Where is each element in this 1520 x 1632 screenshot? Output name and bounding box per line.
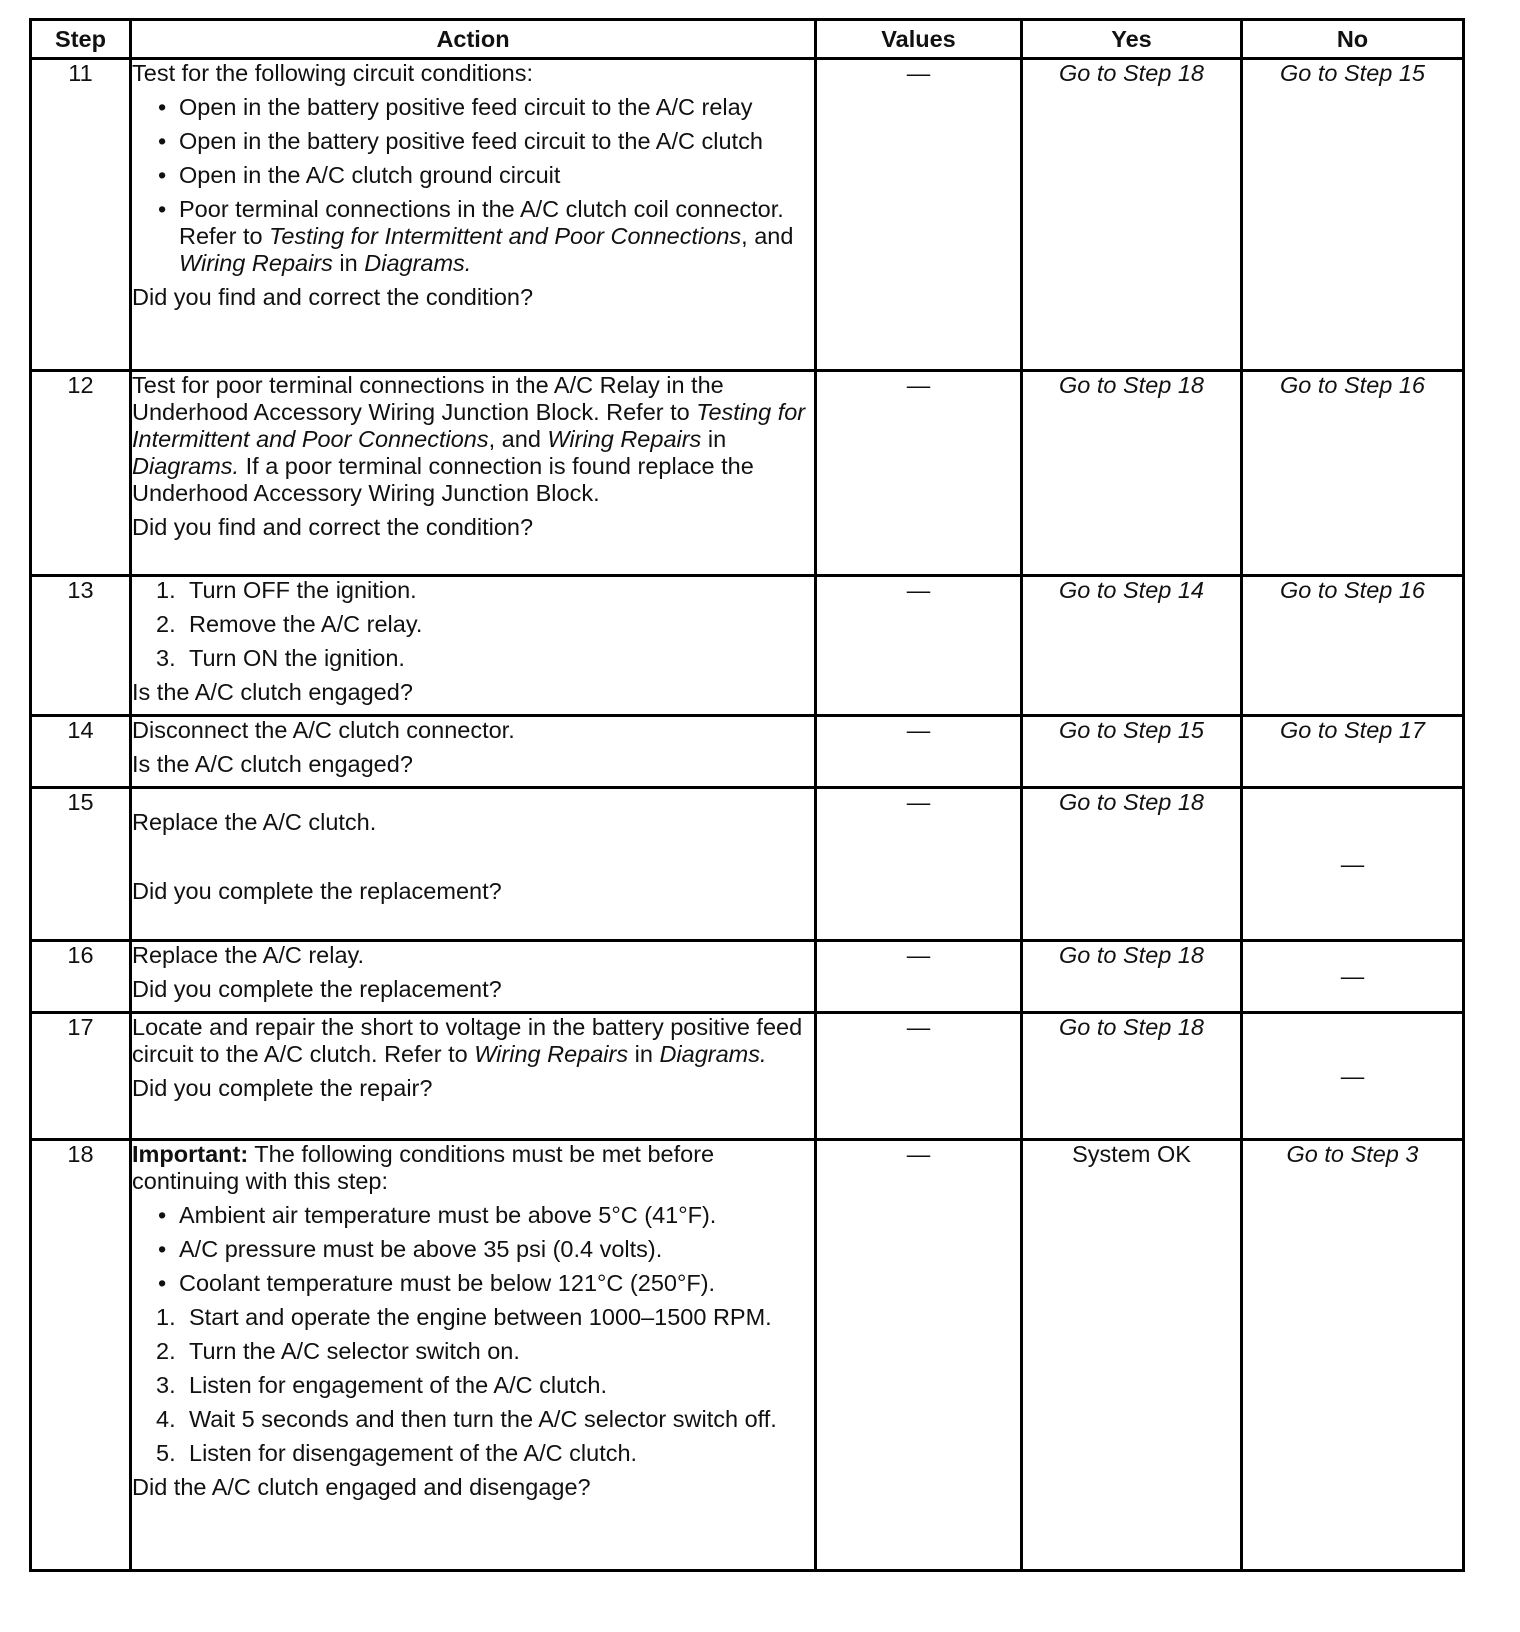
- list-item: 2. Remove the A/C relay.: [156, 611, 423, 637]
- step-number: 16: [31, 941, 131, 1013]
- step-number: 12: [31, 371, 131, 576]
- header-values: Values: [816, 20, 1022, 59]
- values-cell: —: [816, 941, 1022, 1013]
- yes-cell: Go to Step 18: [1022, 371, 1242, 576]
- no-cell: —: [1242, 1013, 1464, 1140]
- no-cell: Go to Step 16: [1242, 576, 1464, 716]
- step-number: 14: [31, 716, 131, 788]
- table-row-step-13: [31, 576, 1464, 716]
- action-text: Disconnect the A/C clutch connector.: [132, 717, 515, 743]
- values-cell: —: [816, 716, 1022, 788]
- action-question: Did you find and correct the condition?: [132, 284, 534, 310]
- list-item: 4. Wait 5 seconds and then turn the A/C selector switch off.: [156, 1406, 777, 1432]
- values-cell: —: [816, 1013, 1022, 1140]
- header-action: Action: [131, 20, 816, 59]
- list-item: • Open in the A/C clutch ground circuit: [132, 162, 814, 189]
- values-cell: —: [816, 59, 1022, 371]
- step-number: 11: [31, 59, 131, 371]
- step-number: 18: [31, 1140, 131, 1571]
- list-item: • Poor terminal connections in the A/C clutch coil connector. Refer to Testing for Intermittent and Poor Connections, and Wiring Repairs in Diagrams.: [132, 196, 814, 277]
- table-row-step-12: [31, 371, 1464, 576]
- diagnostic-table: [29, 18, 1465, 1572]
- values-cell: —: [816, 576, 1022, 716]
- table-row-step-15: [31, 788, 1464, 941]
- action-text: Replace the A/C relay.: [132, 942, 365, 968]
- important-note: Important: The following conditions must be met before continuing with this step:: [132, 1141, 715, 1194]
- list-item: • Open in the battery positive feed circuit to the A/C relay: [132, 94, 814, 121]
- action-cell: [131, 788, 816, 941]
- list-item: 3. Turn ON the ignition.: [156, 645, 405, 671]
- no-cell: Go to Step 3: [1242, 1140, 1464, 1571]
- yes-cell: Go to Step 18: [1022, 1013, 1242, 1140]
- yes-cell: Go to Step 18: [1022, 59, 1242, 371]
- step-number: 17: [31, 1013, 131, 1140]
- list-item: 5. Listen for disengagement of the A/C clutch.: [156, 1440, 638, 1466]
- no-cell: —: [1242, 941, 1464, 1013]
- action-cell: [131, 716, 816, 788]
- yes-cell: Go to Step 15: [1022, 716, 1242, 788]
- action-question: Did you complete the replacement?: [132, 976, 502, 1002]
- action-cell: [131, 1013, 816, 1140]
- list-item: 2. Turn the A/C selector switch on.: [156, 1338, 520, 1364]
- procedure-list: [132, 1304, 814, 1467]
- action-text: Replace the A/C clutch.: [132, 809, 377, 835]
- table-row-step-11: [31, 59, 1464, 371]
- list-item: • A/C pressure must be above 35 psi (0.4 volts).: [132, 1236, 814, 1263]
- list-item: • Ambient air temperature must be above 5°C (41°F).: [132, 1202, 814, 1229]
- table-row-step-17: [31, 1013, 1464, 1140]
- action-intro: Test for the following circuit conditions:: [132, 60, 533, 86]
- list-item: 3. Listen for engagement of the A/C clutch.: [156, 1372, 608, 1398]
- yes-cell: Go to Step 18: [1022, 788, 1242, 941]
- yes-cell: Go to Step 14: [1022, 576, 1242, 716]
- table-row-step-16: [31, 941, 1464, 1013]
- condition-list: [132, 94, 814, 277]
- important-label: Important:: [132, 1141, 249, 1167]
- no-cell: Go to Step 16: [1242, 371, 1464, 576]
- yes-cell: Go to Step 18: [1022, 941, 1242, 1013]
- list-item: 1. Start and operate the engine between 1000–1500 RPM.: [156, 1304, 772, 1330]
- action-cell: [131, 1140, 816, 1571]
- condition-list: [132, 1202, 814, 1297]
- list-item: • Open in the battery positive feed circuit to the A/C clutch: [132, 128, 814, 155]
- action-text: Locate and repair the short to voltage in the battery positive feed circuit to the A/C clutch. Refer to Wiring Repairs in Diagrams.: [132, 1014, 803, 1067]
- header-no: No: [1242, 20, 1464, 59]
- action-cell: [131, 941, 816, 1013]
- action-question: Is the A/C clutch engaged?: [132, 679, 413, 705]
- header-row: [31, 20, 1464, 59]
- table-row-step-14: [31, 716, 1464, 788]
- list-item: • Coolant temperature must be below 121°C (250°F).: [132, 1270, 814, 1297]
- step-number: 15: [31, 788, 131, 941]
- no-cell: Go to Step 15: [1242, 59, 1464, 371]
- action-cell: [131, 371, 816, 576]
- action-question: Is the A/C clutch engaged?: [132, 751, 413, 777]
- table-row-step-18: [31, 1140, 1464, 1571]
- step-number: 13: [31, 576, 131, 716]
- action-cell: [131, 59, 816, 371]
- values-cell: —: [816, 1140, 1022, 1571]
- no-cell: Go to Step 17: [1242, 716, 1464, 788]
- action-text: Test for poor terminal connections in the A/C Relay in the Underhood Accessory Wiring Junction Block. Refer to Testing for Intermittent and Poor Connections, and Wiring Repairs in Diagrams. If a poor terminal connection is found replace the Underhood Accessory Wiring Junction Block.: [132, 372, 806, 506]
- action-question: Did the A/C clutch engaged and disengage?: [132, 1474, 591, 1500]
- action-cell: [131, 576, 816, 716]
- yes-cell: System OK: [1022, 1140, 1242, 1571]
- header-step: Step: [31, 20, 131, 59]
- values-cell: —: [816, 371, 1022, 576]
- action-question: Did you find and correct the condition?: [132, 514, 534, 540]
- action-question: Did you complete the replacement?: [132, 878, 502, 904]
- action-question: Did you complete the repair?: [132, 1075, 433, 1101]
- list-item: 1. Turn OFF the ignition.: [156, 577, 417, 603]
- no-cell: —: [1242, 788, 1464, 941]
- values-cell: —: [816, 788, 1022, 941]
- procedure-list: [132, 577, 814, 672]
- header-yes: Yes: [1022, 20, 1242, 59]
